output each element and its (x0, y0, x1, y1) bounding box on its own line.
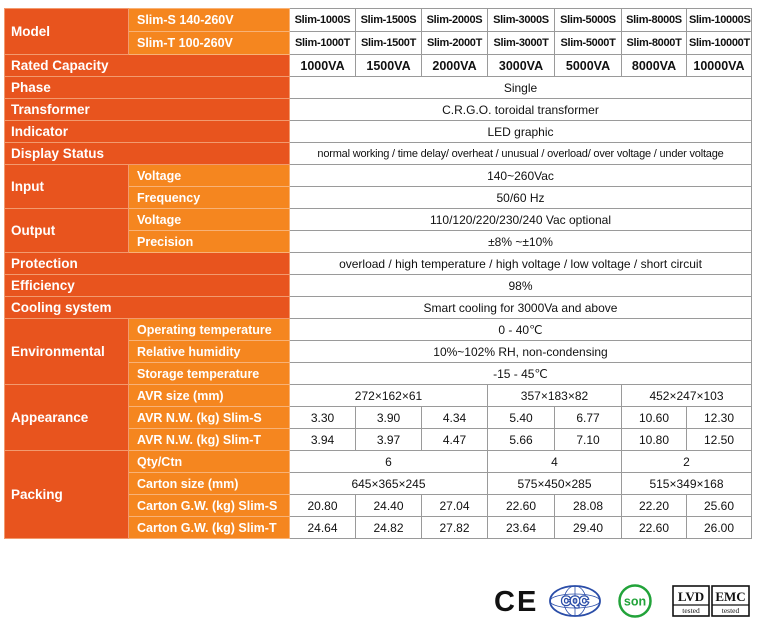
gw-t-cell: 27.82 (422, 517, 488, 539)
input-frequency-value: 50/60 Hz (290, 187, 752, 209)
storage-temp-label: Storage temperature (129, 363, 290, 385)
son-text: son (623, 594, 647, 609)
series-t-label: Slim-T 100-260V (129, 32, 290, 55)
row-protection (5, 253, 752, 275)
row-efficiency (5, 275, 752, 297)
qty-cell: 2 (622, 451, 752, 473)
nw-s-cell: 4.34 (422, 407, 488, 429)
lvd-tested-text: tested (682, 606, 700, 615)
capacity-cell: 3000VA (488, 55, 555, 77)
model-cell: Slim-5000T (555, 32, 622, 55)
nw-t-label: AVR N.W. (kg) Slim-T (129, 429, 290, 451)
efficiency-label: Efficiency (5, 275, 290, 297)
gw-t-cell: 29.40 (555, 517, 622, 539)
gw-s-cell: 22.60 (488, 495, 555, 517)
carton-size-label: Carton size (mm) (129, 473, 290, 495)
row-rated-capacity (5, 55, 752, 77)
row-model-s (5, 9, 752, 32)
avr-size-cell: 272×162×61 (290, 385, 488, 407)
avr-size-cell: 357×183×82 (488, 385, 622, 407)
protection-label: Protection (5, 253, 290, 275)
lvd-text: LVD (677, 589, 705, 604)
op-temp-label: Operating temperature (129, 319, 290, 341)
output-label: Output (5, 209, 129, 253)
model-cell: Slim-3000S (488, 9, 555, 32)
nw-s-cell: 3.90 (356, 407, 422, 429)
gw-s-cell: 28.08 (555, 495, 622, 517)
transformer-value: C.R.G.O. toroidal transformer (290, 99, 752, 121)
emc-text: EMC (715, 589, 746, 604)
capacity-cell: 5000VA (555, 55, 622, 77)
row-avr-size (5, 385, 752, 407)
appearance-label: Appearance (5, 385, 129, 451)
model-cell: Slim-10000S (687, 9, 752, 32)
indicator-label: Indicator (5, 121, 290, 143)
model-cell: Slim-3000T (488, 32, 555, 55)
gw-s-cell: 27.04 (422, 495, 488, 517)
row-output-voltage (5, 209, 752, 231)
phase-label: Phase (5, 77, 290, 99)
phase-value: Single (290, 77, 752, 99)
carton-size-cell: 515×349×168 (622, 473, 752, 495)
qty-cell: 4 (488, 451, 622, 473)
gw-t-cell: 23.64 (488, 517, 555, 539)
model-cell: Slim-2000S (422, 9, 488, 32)
avr-size-cell: 452×247×103 (622, 385, 752, 407)
row-phase (5, 77, 752, 99)
capacity-cell: 2000VA (422, 55, 488, 77)
emc-tested-text: tested (721, 606, 740, 615)
gw-t-cell: 22.60 (622, 517, 687, 539)
nw-s-label: AVR N.W. (kg) Slim-S (129, 407, 290, 429)
nw-t-cell: 3.94 (290, 429, 356, 451)
gw-s-label: Carton G.W. (kg) Slim-S (129, 495, 290, 517)
environmental-label: Environmental (5, 319, 129, 385)
model-cell: Slim-1000T (290, 32, 356, 55)
input-voltage-value: 140~260Vac (290, 165, 752, 187)
op-temp-value: 0 - 40℃ (290, 319, 752, 341)
nw-t-cell: 12.50 (687, 429, 752, 451)
nw-t-cell: 10.80 (622, 429, 687, 451)
gw-s-cell: 25.60 (687, 495, 752, 517)
cqc-text: CQC (561, 594, 589, 608)
humidity-value: 10%~102% RH, non-condensing (290, 341, 752, 363)
cqc-logo-icon (548, 584, 602, 618)
son-logo-icon (614, 584, 656, 618)
nw-t-cell: 3.97 (356, 429, 422, 451)
storage-temp-value: -15 - 45℃ (290, 363, 752, 385)
output-voltage-value: 110/120/220/230/240 Vac optional (290, 209, 752, 231)
nw-s-cell: 6.77 (555, 407, 622, 429)
model-cell: Slim-1500S (356, 9, 422, 32)
nw-s-cell: 12.30 (687, 407, 752, 429)
model-cell: Slim-1000S (290, 9, 356, 32)
avr-size-label: AVR size (mm) (129, 385, 290, 407)
row-transformer (5, 99, 752, 121)
model-cell: Slim-8000T (622, 32, 687, 55)
nw-s-cell: 5.40 (488, 407, 555, 429)
packing-label: Packing (5, 451, 129, 539)
capacity-cell: 8000VA (622, 55, 687, 77)
nw-t-cell: 7.10 (555, 429, 622, 451)
transformer-label: Transformer (5, 99, 290, 121)
input-frequency-label: Frequency (129, 187, 290, 209)
spec-table (4, 8, 752, 539)
gw-t-cell: 26.00 (687, 517, 752, 539)
model-cell: Slim-5000S (555, 9, 622, 32)
row-input-voltage (5, 165, 752, 187)
output-precision-label: Precision (129, 231, 290, 253)
nw-s-cell: 10.60 (622, 407, 687, 429)
model-cell: Slim-1500T (356, 32, 422, 55)
rated-capacity-label: Rated Capacity (5, 55, 290, 77)
model-cell: Slim-2000T (422, 32, 488, 55)
indicator-value: LED graphic (290, 121, 752, 143)
row-display-status (5, 143, 752, 165)
output-voltage-label: Voltage (129, 209, 290, 231)
nw-t-cell: 4.47 (422, 429, 488, 451)
capacity-cell: 1000VA (290, 55, 356, 77)
display-status-value: normal working / time delay/ overheat / unusual / overload/ over voltage / under voltage (290, 143, 752, 165)
model-label: Model (5, 9, 129, 55)
capacity-cell: 10000VA (687, 55, 752, 77)
nw-s-cell: 3.30 (290, 407, 356, 429)
nw-t-cell: 5.66 (488, 429, 555, 451)
protection-value: overload / high temperature / high voltage / low voltage / short circuit (290, 253, 752, 275)
qty-cell: 6 (290, 451, 488, 473)
humidity-label: Relative humidity (129, 341, 290, 363)
output-precision-value: ±8% ~±10% (290, 231, 752, 253)
model-cell: Slim-10000T (687, 32, 752, 55)
row-qty (5, 451, 752, 473)
gw-s-cell: 20.80 (290, 495, 356, 517)
row-cooling (5, 297, 752, 319)
row-op-temp (5, 319, 752, 341)
model-cell: Slim-8000S (622, 9, 687, 32)
series-s-label: Slim-S 140-260V (129, 9, 290, 32)
row-indicator (5, 121, 752, 143)
gw-t-cell: 24.64 (290, 517, 356, 539)
carton-size-cell: 645×365×245 (290, 473, 488, 495)
cooling-label: Cooling system (5, 297, 290, 319)
cooling-value: Smart cooling for 3000Va and above (290, 297, 752, 319)
input-voltage-label: Voltage (129, 165, 290, 187)
lvd-emc-logo-icon (672, 584, 750, 618)
gw-s-cell: 22.20 (622, 495, 687, 517)
gw-t-cell: 24.82 (356, 517, 422, 539)
capacity-cell: 1500VA (356, 55, 422, 77)
ce-mark-icon: CE (494, 586, 539, 618)
carton-size-cell: 575×450×285 (488, 473, 622, 495)
gw-s-cell: 24.40 (356, 495, 422, 517)
gw-t-label: Carton G.W. (kg) Slim-T (129, 517, 290, 539)
input-label: Input (5, 165, 129, 209)
qty-label: Qty/Ctn (129, 451, 290, 473)
efficiency-value: 98% (290, 275, 752, 297)
display-status-label: Display Status (5, 143, 290, 165)
